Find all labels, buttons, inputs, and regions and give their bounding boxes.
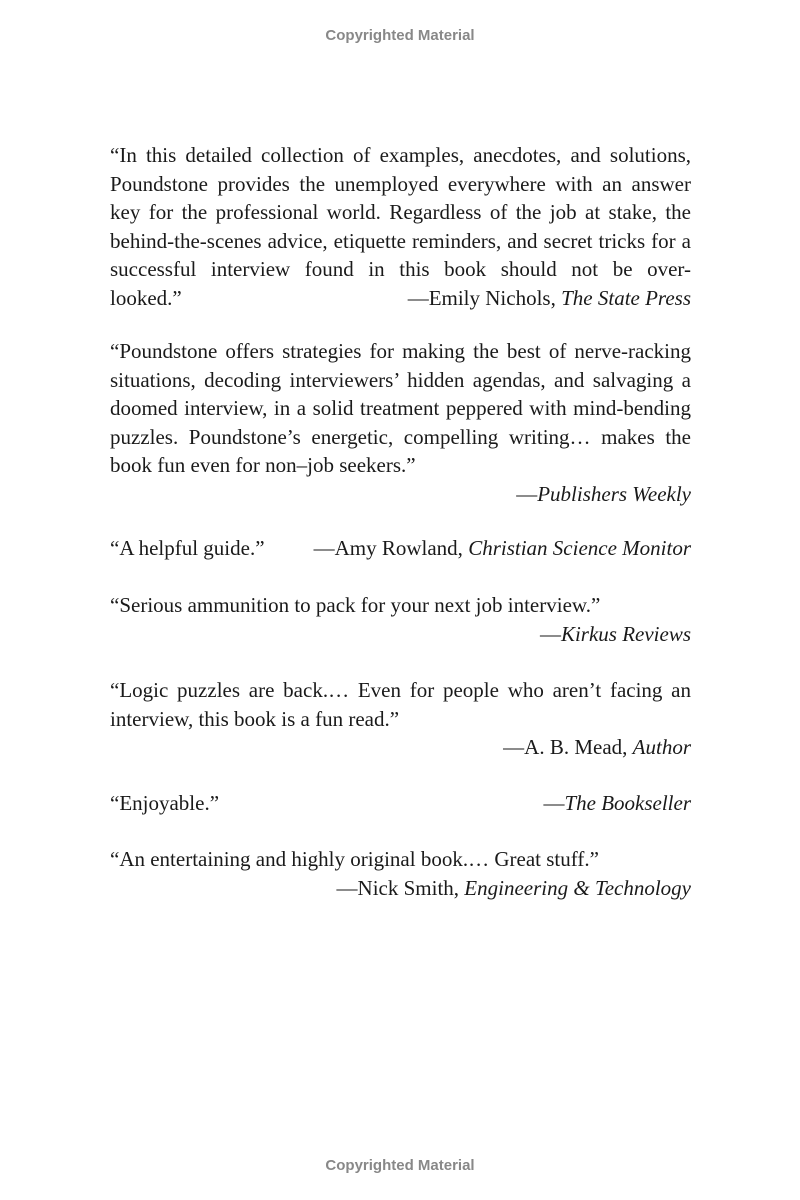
- attribution: —Publishers Weekly: [516, 481, 691, 506]
- quote-1: “In this detailed collection of examples, anecdotes, and solutions, Poundstone provides the unemployed everywhere with an answer key for the professional world. Regardless of the job at stake, the behind-the-scenes advice, etiquette reminders, and secret tricks for a successful interview found in this book should not be over- looked.” —Emily Nichols, The State Press: [110, 141, 691, 312]
- copyright-header: Copyrighted Material: [325, 27, 475, 44]
- attribution: —Kirkus Reviews: [539, 621, 691, 646]
- quote-4: “Serious ammunition to pack for your next job interview.” —Kirkus Reviews: [110, 591, 691, 648]
- attribution: —The Bookseller: [543, 791, 691, 815]
- quote-5: “Logic puzzles are back.… Even for people who aren’t facing an interview, this book is a fun read.” —A. B. Mead, Author: [110, 676, 691, 762]
- attribution: —Emily Nichols, The State Press: [407, 285, 691, 310]
- quote-6: “Enjoyable.” —The Bookseller: [110, 789, 691, 818]
- attribution: —A. B. Mead, Author: [503, 735, 691, 759]
- quote-2: “Poundstone offers strategies for making the best of nerve-racking situations, decoding interviewers’ hidden agendas, and salvaging a doomed interview, in a solid treatment peppered with mind-bending puzzles. Poundstone’s energetic, compelling writing… makes the book fun even for non–job seekers.” —Publishers Weekly: [110, 337, 691, 508]
- quote-7: “An entertaining and highly original book.… Great stuff.” —Nick Smith, Engineering & Technology: [110, 845, 691, 902]
- quote-3: “A helpful guide.” —Amy Rowland, Christian Science Monitor: [110, 534, 691, 563]
- copyright-footer: Copyrighted Material: [325, 1157, 475, 1174]
- attribution: —Amy Rowland, Christian Science Monitor: [313, 536, 691, 560]
- attribution: —Nick Smith, Engineering & Technology: [336, 875, 691, 900]
